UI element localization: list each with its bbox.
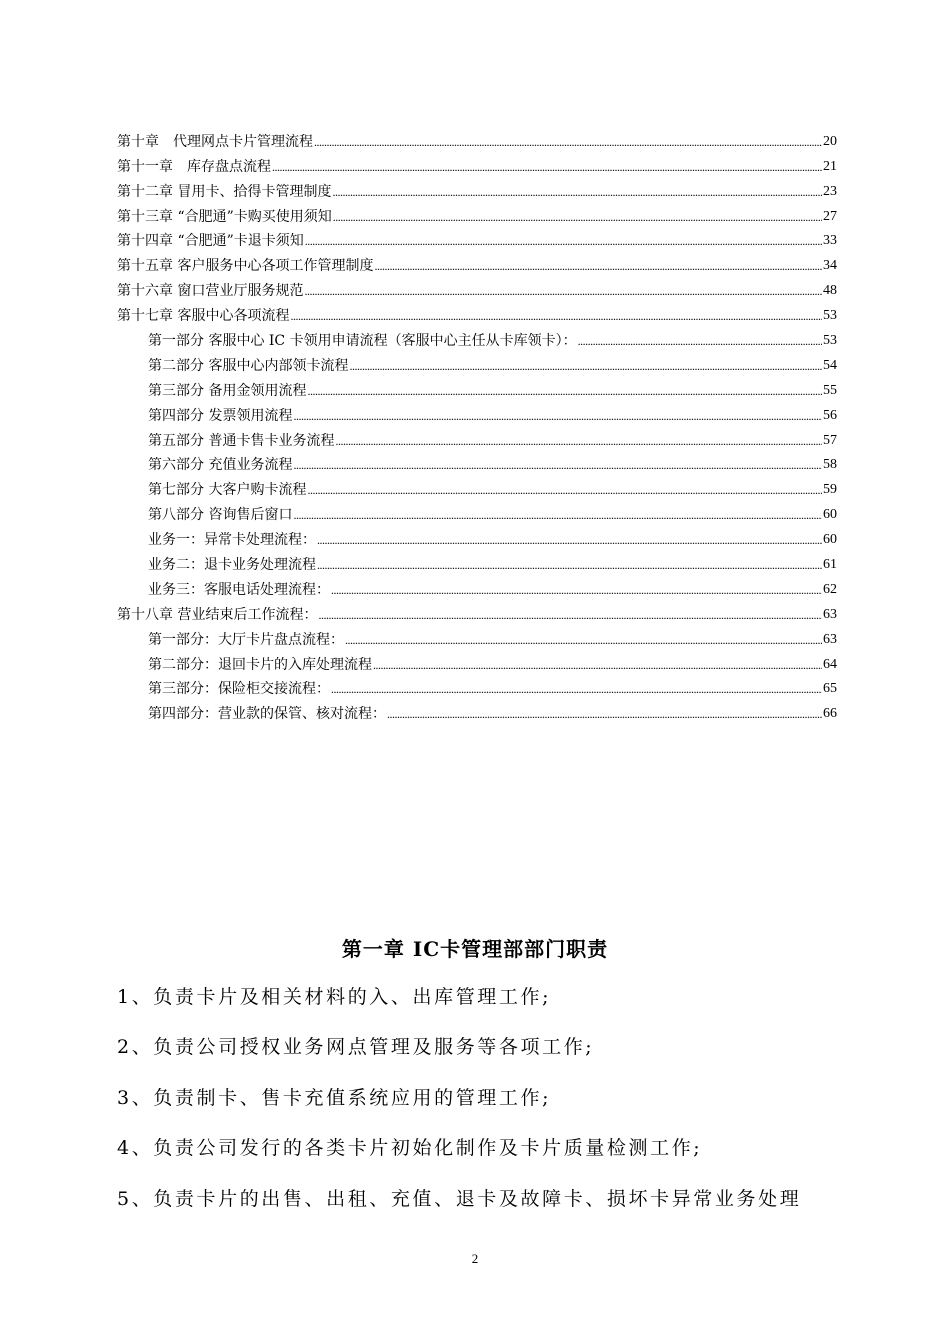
toc-entry-title: 第十章 代理网点卡片管理流程 [117, 133, 313, 150]
toc-leader-dots [307, 381, 822, 401]
toc-entry[interactable] [117, 202, 837, 227]
toc-entry-page: 48 [823, 283, 837, 299]
toc-leader-dots [387, 704, 822, 724]
toc-entry-page: 58 [823, 457, 837, 473]
toc-entry[interactable] [117, 500, 837, 525]
toc-leader-dots [293, 455, 822, 475]
toc-entry-page: 65 [823, 681, 837, 697]
duty-item: 1、负责卡片及相关材料的入、出库管理工作; [117, 986, 552, 1008]
toc-leader-dots [290, 306, 822, 326]
toc-entry-title: 第十四章 “合肥通”卡退卡须知 [117, 233, 304, 250]
toc-entry-title: 第十一章 库存盘点流程 [117, 158, 271, 175]
toc-entry-title: 第七部分 大客户购卡流程 [148, 482, 307, 499]
toc-entry[interactable] [117, 351, 837, 376]
toc-entry-title: 第一部分 客服中心 IC 卡领用申请流程（客服中心主任从卡库领卡）： [148, 333, 577, 350]
toc-entry-page: 57 [823, 432, 837, 448]
toc-entry-title: 第十五章 客户服务中心各项工作管理制度 [117, 258, 374, 275]
toc-leader-dots [272, 157, 822, 177]
toc-entry[interactable] [117, 625, 837, 650]
toc-entry-page: 56 [823, 407, 837, 423]
toc-leader-dots [304, 281, 822, 301]
duty-item: 2、负责公司授权业务网点管理及服务等各项工作; [117, 1036, 595, 1059]
toc-entry[interactable] [117, 177, 837, 202]
toc-entry[interactable] [117, 326, 837, 351]
toc-entry-title: 第八部分 咨询售后窗口 [148, 507, 293, 524]
toc-entry[interactable] [117, 650, 837, 675]
toc-entry[interactable] [117, 426, 837, 451]
toc-entry-page: 66 [823, 706, 837, 722]
toc-entry[interactable] [117, 152, 837, 177]
toc-entry[interactable] [117, 575, 837, 600]
toc-entry[interactable] [117, 276, 837, 301]
toc-entry-page: 64 [823, 656, 837, 672]
toc-leader-dots [317, 530, 822, 550]
page-number: 2 [471, 1251, 479, 1266]
toc-entry-title: 第十二章 冒用卡、拾得卡管理制度 [117, 183, 332, 200]
toc-entry[interactable] [117, 675, 837, 700]
duty-item: 3、负责制卡、售卡充值系统应用的管理工作; [117, 1086, 552, 1109]
table-of-contents [117, 127, 837, 724]
toc-leader-dots [374, 256, 822, 276]
toc-entry-page: 63 [823, 631, 837, 647]
toc-entry[interactable] [117, 401, 837, 426]
toc-leader-dots [293, 505, 822, 525]
toc-entry[interactable] [117, 251, 837, 276]
toc-leader-dots [331, 679, 822, 699]
toc-entry-page: 20 [823, 133, 837, 149]
toc-leader-dots [349, 356, 822, 376]
toc-entry-page: 23 [823, 183, 837, 199]
toc-entry[interactable] [117, 550, 837, 575]
toc-entry-title: 第四部分 发票领用流程 [148, 407, 293, 424]
toc-entry-page: 34 [823, 258, 837, 274]
toc-leader-dots [373, 655, 822, 675]
toc-entry-title: 第五部分 普通卡售卡业务流程 [148, 432, 335, 449]
toc-entry-title: 第十三章 “合肥通”卡购买使用须知 [117, 208, 332, 225]
toc-entry[interactable] [117, 301, 837, 326]
toc-entry-title: 第二部分 客服中心内部领卡流程 [148, 357, 349, 374]
toc-entry-page: 60 [823, 507, 837, 523]
toc-leader-dots [333, 207, 822, 227]
toc-entry-title: 第十八章 营业结束后工作流程： [117, 606, 318, 623]
toc-entry[interactable] [117, 525, 837, 550]
toc-leader-dots [332, 182, 822, 202]
toc-leader-dots [314, 132, 822, 152]
toc-entry-title: 第一部分：大厅卡片盘点流程： [148, 631, 344, 648]
toc-leader-dots [305, 231, 822, 251]
toc-entry-page: 53 [823, 308, 837, 324]
toc-entry-page: 21 [823, 158, 837, 174]
toc-entry-page: 61 [823, 557, 837, 573]
toc-entry[interactable] [117, 475, 837, 500]
toc-entry-page: 62 [823, 581, 837, 597]
toc-entry[interactable] [117, 227, 837, 252]
toc-leader-dots [331, 580, 822, 600]
toc-entry[interactable] [117, 699, 837, 724]
toc-leader-dots [335, 431, 822, 451]
toc-entry-page: 33 [823, 233, 837, 249]
toc-leader-dots [293, 406, 822, 426]
toc-entry-page: 63 [823, 606, 837, 622]
toc-entry-page: 27 [823, 208, 837, 224]
toc-entry-title: 第六部分 充值业务流程 [148, 457, 293, 474]
toc-entry[interactable] [117, 451, 837, 476]
duty-item: 4、负责公司发行的各类卡片初始化制作及卡片质量检测工作; [117, 1137, 703, 1160]
toc-entry-title: 第二部分：退回卡片的入库处理流程 [148, 656, 372, 673]
toc-entry-title: 业务二：退卡业务处理流程 [148, 557, 316, 574]
toc-entry[interactable] [117, 376, 837, 401]
toc-entry-page: 54 [823, 357, 837, 373]
toc-leader-dots [345, 630, 822, 650]
chapter-title: 第一章 IC卡管理部部门职责 [341, 937, 609, 961]
toc-leader-dots [578, 331, 822, 351]
toc-leader-dots [307, 480, 822, 500]
toc-entry-page: 59 [823, 482, 837, 498]
toc-entry-title: 第十七章 客服中心各项流程 [117, 308, 290, 325]
toc-entry[interactable] [117, 600, 837, 625]
toc-leader-dots [318, 605, 822, 625]
toc-entry-page: 60 [823, 532, 837, 548]
toc-leader-dots [317, 555, 822, 575]
toc-entry-title: 第四部分：营业款的保管、核对流程： [148, 706, 386, 723]
duty-item: 5、负责卡片的出售、出租、充值、退卡及故障卡、损坏卡异常业务处理 [117, 1187, 802, 1210]
toc-entry-title: 业务一：异常卡处理流程： [148, 532, 316, 549]
toc-entry-title: 第十六章 窗口营业厅服务规范 [117, 283, 304, 300]
toc-entry-title: 第三部分 备用金领用流程 [148, 382, 307, 399]
toc-entry-title: 第三部分：保险柜交接流程： [148, 681, 330, 698]
toc-entry-page: 55 [823, 382, 837, 398]
toc-entry[interactable] [117, 127, 837, 152]
toc-entry-title: 业务三：客服电话处理流程： [148, 581, 330, 598]
toc-entry-page: 53 [823, 333, 837, 349]
duty-list [117, 982, 847, 1234]
